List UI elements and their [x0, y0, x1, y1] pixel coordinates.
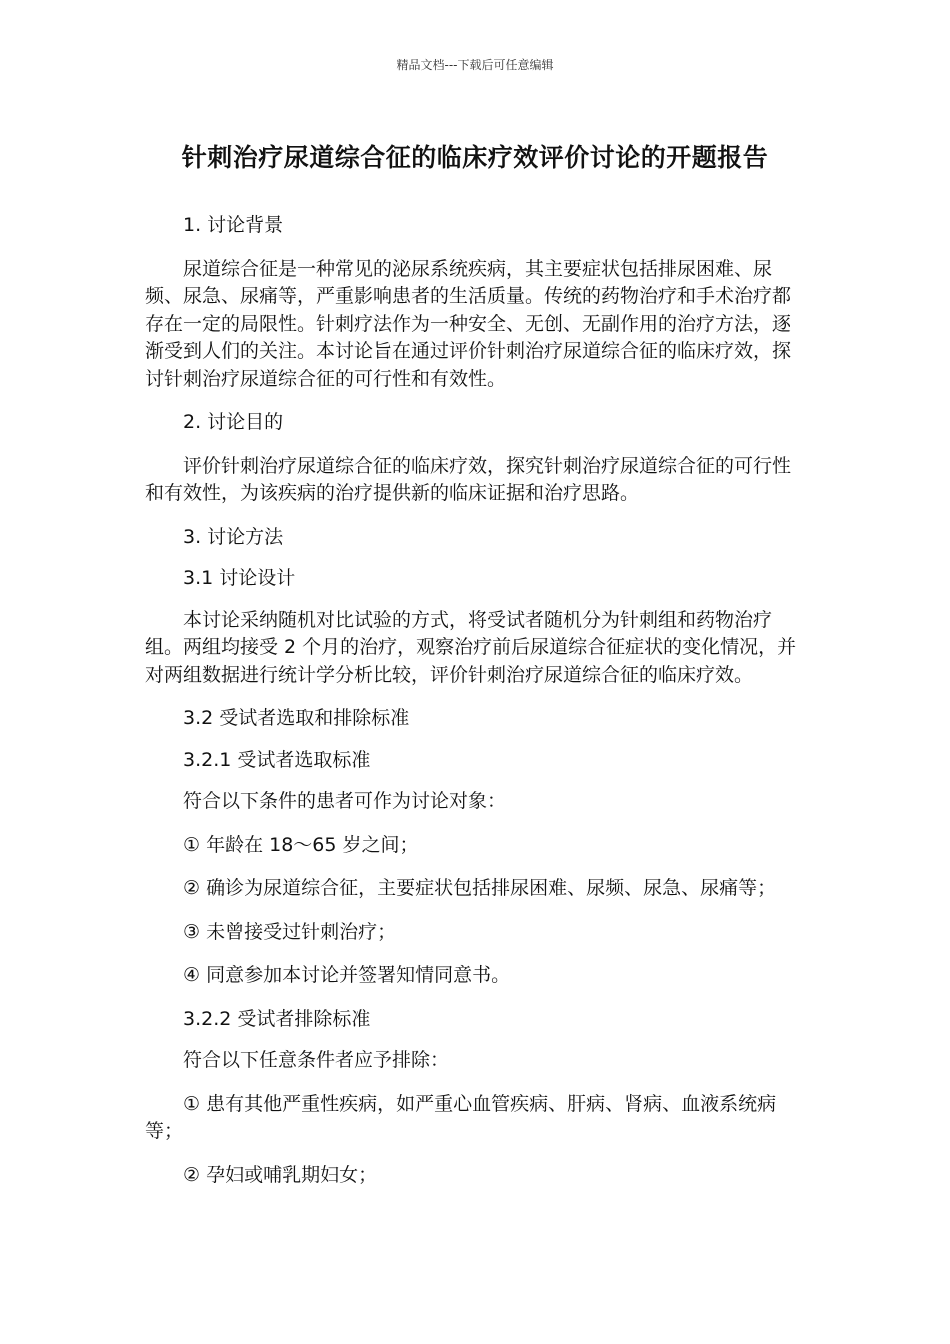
subsection-heading: 3.2 受试者选取和排除标准 [183, 707, 410, 729]
body-paragraph: 符合以下条件的患者可作为讨论对象： [183, 790, 507, 812]
list-item: ① 患有其他严重性疾病，如严重心血管疾病、肝病、肾病、血液系统病等； [145, 1092, 777, 1142]
section-heading: 1. 讨论背景 [183, 214, 284, 236]
list-item: ② 孕妇或哺乳期妇女； [183, 1163, 378, 1186]
document-title: 针刺治疗尿道综合征的临床疗效评价讨论的开题报告 [181, 143, 769, 172]
subsection-heading: 3.2.1 受试者选取标准 [183, 748, 371, 771]
document-body [145, 212, 807, 1189]
body-paragraph: 尿道综合征是一种常见的泌尿系统疾病，其主要症状包括排尿困难、尿频、尿急、尿痛等，严重影响患者的生活质量。传统的药物治疗和手术治疗都存在一定的局限性。针刺疗法作为一种安全、无创、无副作用的治疗方法，逐渐受到人们的关注。本讨论旨在通过评价针刺治疗尿道综合征的临床疗效，探讨针刺治疗尿道综合征的可行性和有效性。 [145, 257, 792, 390]
page-header: 精品文档---下载后可任意编辑 [396, 58, 554, 72]
section-heading: 3. 讨论方法 [183, 525, 284, 548]
body-paragraph: 本讨论采纳随机对比试验的方式，将受试者随机分为针刺组和药物治疗组。两组均接受 2 个月的治疗，观察治疗前后尿道综合征症状的变化情况，并对两组数据进行统计学分析比较，评价针刺治疗尿道综合征的临床疗效。 [145, 608, 797, 686]
body-paragraph: 符合以下任意条件者应予排除： [183, 1049, 450, 1071]
subsection-heading: 3.2.2 受试者排除标准 [183, 1007, 371, 1030]
list-item: ② 确诊为尿道综合征，主要症状包括排尿困难、尿频、尿急、尿痛等； [183, 877, 777, 899]
list-item: ③ 未曾接受过针刺治疗； [183, 920, 397, 943]
subsection-heading: 3.1 讨论设计 [183, 567, 296, 589]
list-item: ④ 同意参加本讨论并签署知情同意书。 [183, 964, 511, 986]
section-heading: 2. 讨论目的 [183, 411, 284, 433]
body-paragraph: 评价针刺治疗尿道综合征的临床疗效，探究针刺治疗尿道综合征的可行性和有效性，为该疾病的治疗提供新的临床证据和治疗思路。 [145, 454, 792, 504]
list-item: ① 年龄在 18～65 岁之间； [183, 833, 419, 856]
